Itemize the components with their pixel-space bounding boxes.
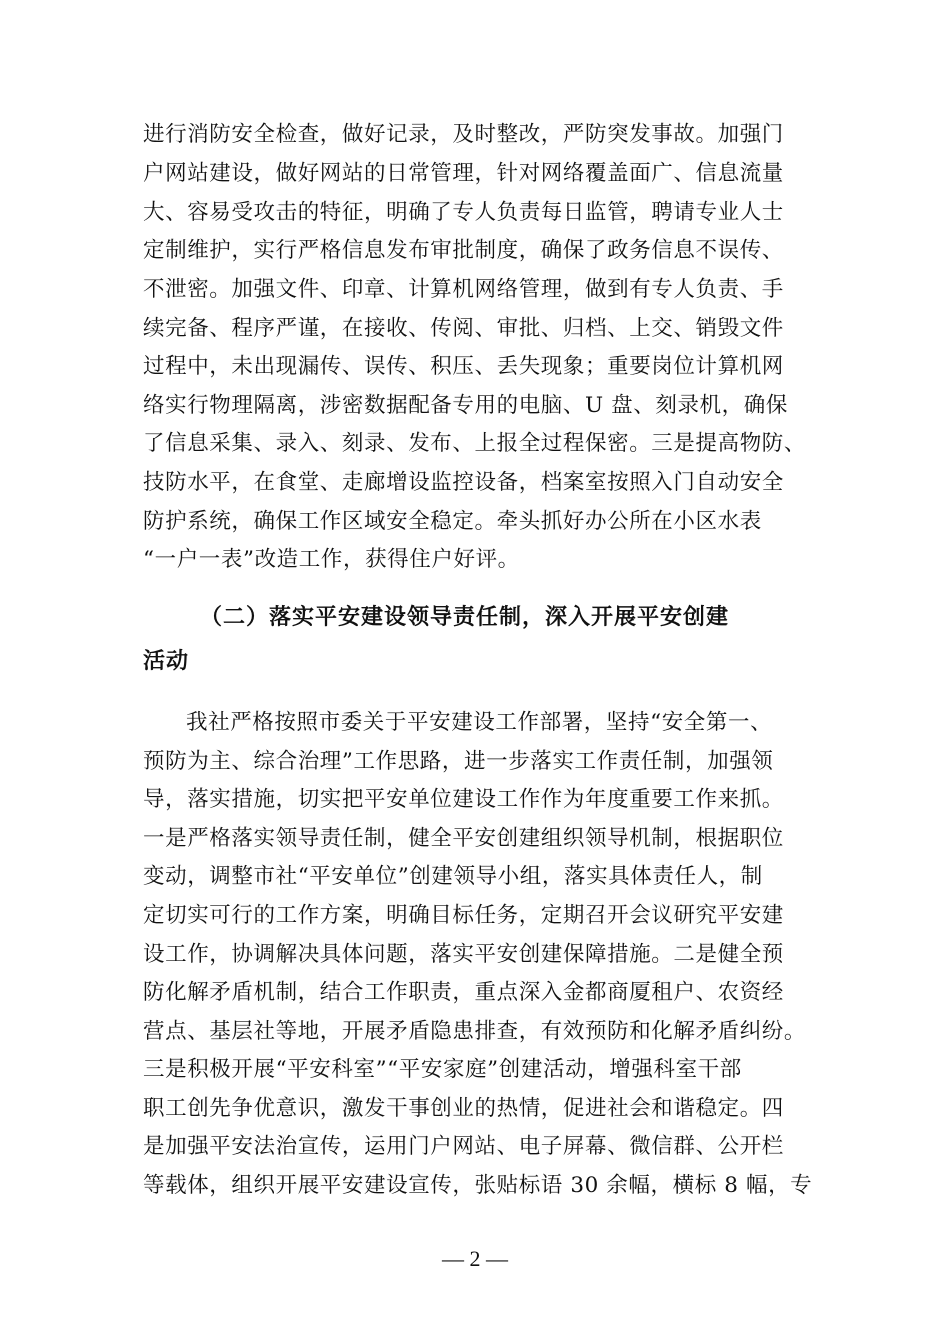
text-line: “一户一表”改造工作，获得住户好评。	[143, 547, 520, 572]
text-line: 防化解矛盾机制，结合工作职责，重点深入金都商厦租户、农资经	[143, 980, 784, 1005]
text-line: 变动，调整市社“平安单位”创建领导小组，落实具体责任人，制	[143, 864, 763, 889]
text-line: 我社严格按照市委关于平安建设工作部署，坚持“安全第一、	[186, 710, 773, 735]
text-line: 过程中，未出现漏传、误传、积压、丢失现象；重要岗位计算机网	[143, 354, 784, 379]
text-line: 三是积极开展“平安科室”“平安家庭”创建活动，增强科室干部	[143, 1057, 742, 1082]
text-line: 技防水平，在食堂、走廊增设监控设备，档案室按照入门自动安全	[143, 470, 784, 495]
text-line: 络实行物理隔离，涉密数据配备专用的电脑、U 盘、刻录机，确保	[143, 393, 788, 418]
text-line: 定制维护，实行严格信息发布审批制度，确保了政务信息不误传、	[143, 238, 784, 263]
text-line: 职工创先争优意识，激发干事创业的热情，促进社会和谐稳定。四	[143, 1096, 784, 1121]
text-line: 导，落实措施，切实把平安单位建设工作作为年度重要工作来抓。	[143, 787, 784, 812]
heading-line-2: 活动	[143, 649, 190, 674]
text-line: 营点、基层社等地，开展矛盾隐患排查，有效预防和化解矛盾纠纷。	[143, 1019, 807, 1044]
text-line: 大、容易受攻击的特征，明确了专人负责每日监管，聘请专业人士	[143, 200, 784, 225]
text-line: 续完备、程序严谨，在接收、传阅、审批、归档、上交、销毁文件	[143, 316, 784, 341]
text-line: 等载体，组织开展平安建设宣传，张贴标语 30 余幅，横标 8 幅，专	[143, 1173, 813, 1198]
text-line: 预防为主、综合治理”工作思路，进一步落实工作责任制，加强领	[143, 749, 774, 774]
text-line: 不泄密。加强文件、印章、计算机网络管理，做到有专人负责、手	[143, 277, 784, 302]
text-line: 是加强平安法治宣传，运用门户网站、电子屏幕、微信群、公开栏	[143, 1134, 784, 1159]
text-line: 防护系统，确保工作区域安全稳定。牵头抓好办公所在小区水表	[143, 509, 762, 534]
heading-line-1: （二）落实平安建设领导责任制，深入开展平安创建	[200, 605, 730, 630]
text-line: 设工作，协调解决具体问题，落实平安创建保障措施。二是健全预	[143, 942, 784, 967]
page-number: — 2 —	[442, 1246, 508, 1271]
text-line: 户网站建设，做好网站的日常管理，针对网络覆盖面广、信息流量	[143, 161, 784, 186]
text-line: 一是严格落实领导责任制，健全平安创建组织领导机制，根据职位	[143, 826, 784, 851]
text-line: 了信息采集、录入、刻录、发布、上报全过程保密。三是提高物防、	[143, 431, 807, 456]
text-line: 进行消防安全检查，做好记录，及时整改，严防突发事故。加强门	[143, 122, 784, 147]
text-line: 定切实可行的工作方案，明确目标任务，定期召开会议研究平安建	[143, 903, 784, 928]
